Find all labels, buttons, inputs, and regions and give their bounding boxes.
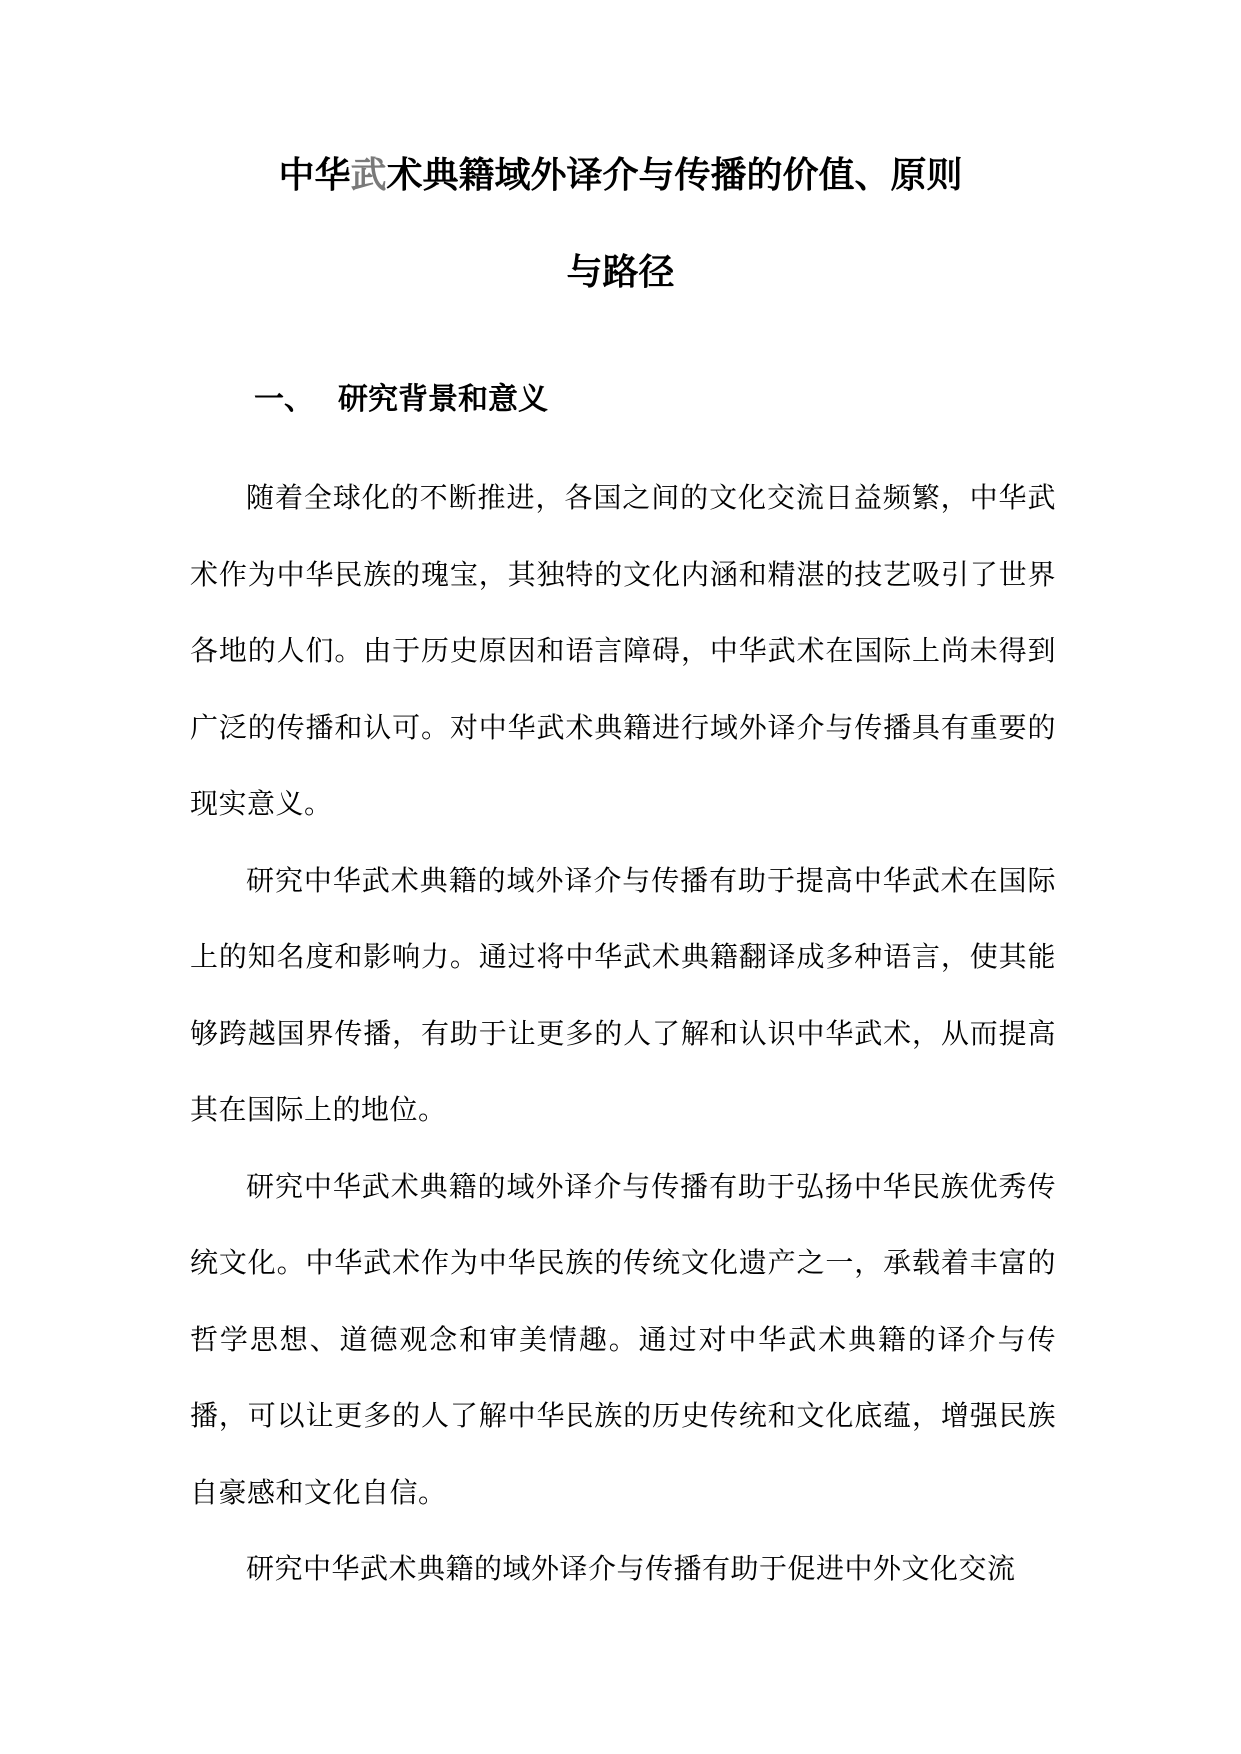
paragraph: 研究中华武术典籍的域外译介与传播有助于提高中华武术在国际上的知名度和影响力。通过将中华武术典籍翻译成多种语言，使其能够跨越国界传播，有助于让更多的人了解和认识中华武术，从而提高其在国际上的地位。	[190, 863, 1056, 1126]
section-heading	[254, 380, 548, 420]
document-title-line-2: 与路径	[566, 252, 675, 293]
title-suffix: 术典籍域外译介与传播的价值、原则	[386, 155, 963, 196]
title-highlighted-char: 武	[350, 155, 387, 196]
paragraph: 随着全球化的不断推进，各国之间的文化交流日益频繁，中华武术作为中华民族的瑰宝，其独特的文化内涵和精湛的技艺吸引了世界各地的人们。由于历史原因和语言障碍，中华武术在国际上尚未得到广泛的传播和认可。对中华武术典籍进行域外译介与传播具有重要的现实意义。	[190, 481, 1056, 820]
paragraph: 研究中华武术典籍的域外译介与传播有助于促进中外文化交流	[246, 1552, 1016, 1585]
document-title-line-1	[0, 154, 1241, 198]
title-prefix: 中华	[278, 155, 351, 196]
section-number: 一、	[254, 382, 314, 417]
section-title: 研究背景和意义	[338, 382, 548, 417]
paragraph: 研究中华武术典籍的域外译介与传播有助于弘扬中华民族优秀传统文化。中华武术作为中华民族的传统文化遗产之一，承载着丰富的哲学思想、道德观念和审美情趣。通过对中华武术典籍的译介与传播，可以让更多的人了解中华民族的历史传统和文化底蕴，增强民族自豪感和文化自信。	[190, 1169, 1056, 1509]
document-body	[190, 460, 1056, 1608]
